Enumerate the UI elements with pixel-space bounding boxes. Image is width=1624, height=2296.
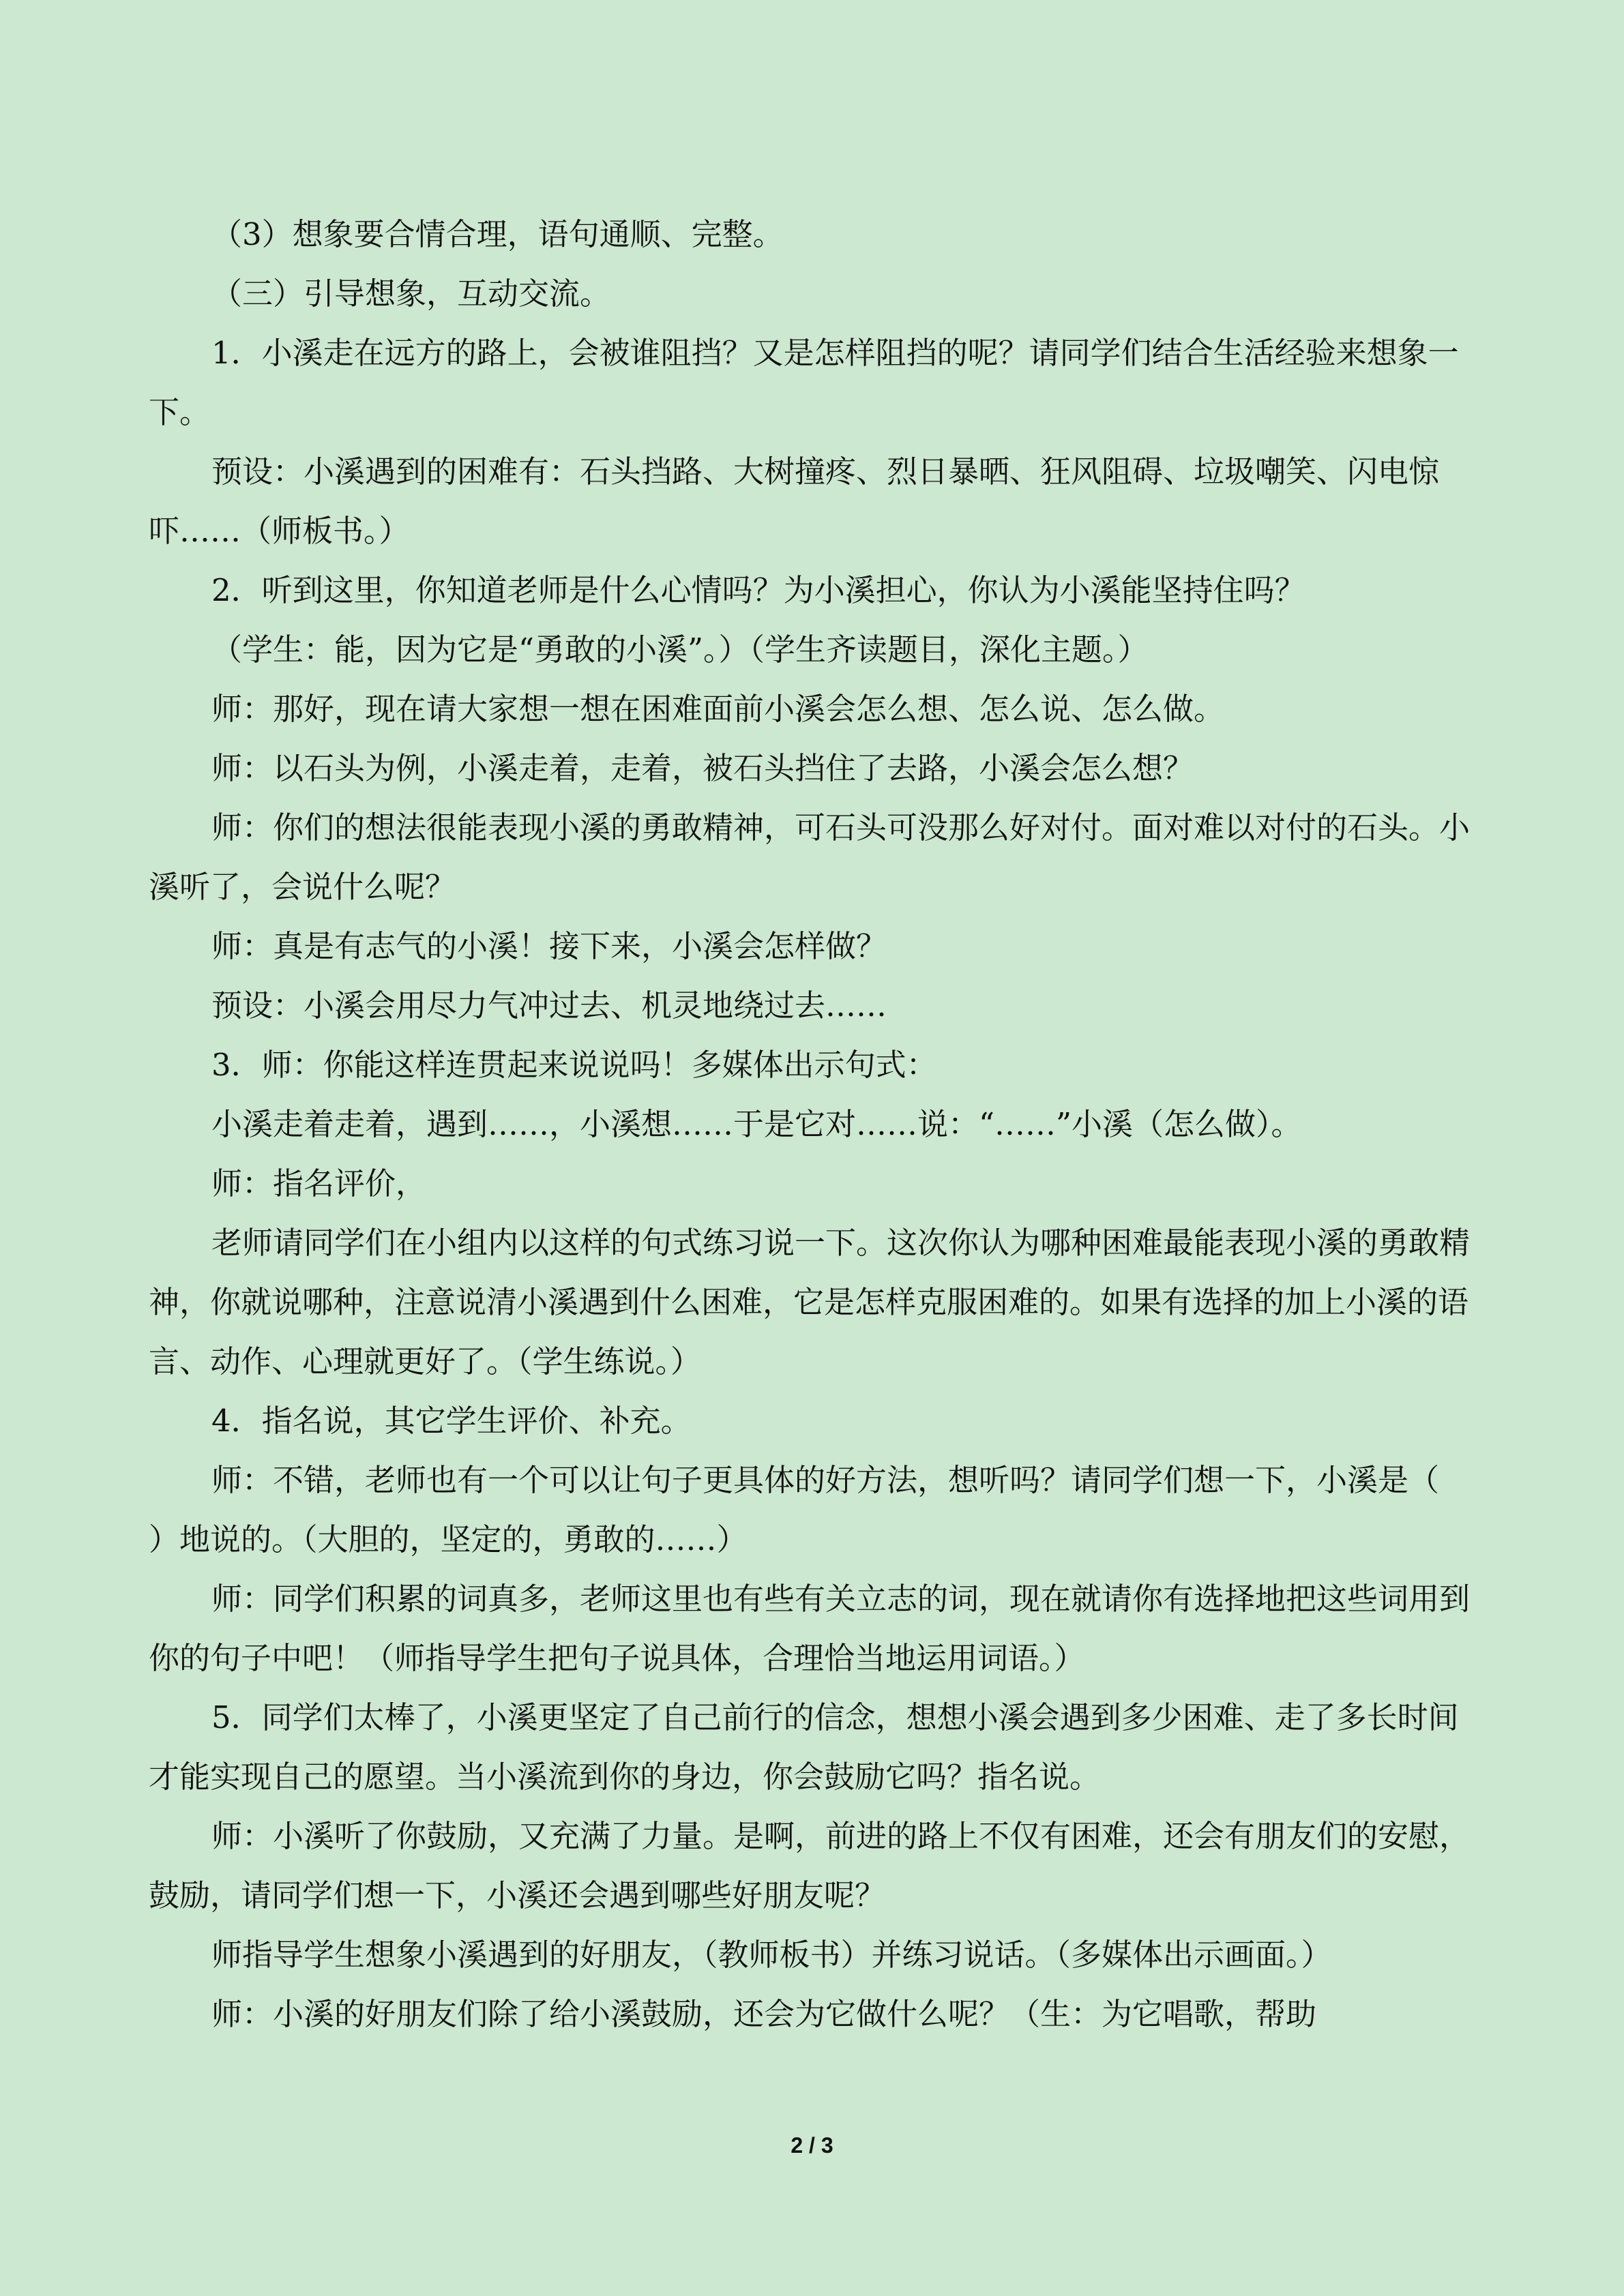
paragraph-preset-difficulties: 预设：小溪遇到的困难有：石头挡路、大树撞疼、烈日暴晒、狂风阻碍、垃圾嘲笑、闪电惊吓……（师板书。） — [149, 453, 1440, 549]
paragraph-teacher-stone: 师：以石头为例，小溪走着，走着，被石头挡住了去路，小溪会怎么想？ — [211, 750, 1194, 786]
page-number: 2 / 3 — [791, 2133, 833, 2158]
paragraph-step-4: 4．指名说，其它学生评价、补充。 — [211, 1403, 692, 1439]
paragraph-teacher-think: 师：那好，现在请大家想一想在困难面前小溪会怎么想、怎么说、怎么做。 — [211, 691, 1225, 727]
document-body — [149, 205, 1501, 2044]
paragraph-preset-actions: 预设：小溪会用尽力气冲过去、机灵地绕过去…… — [211, 987, 887, 1024]
paragraph-step-2: 2．听到这里，你知道老师是什么心情吗？为小溪担心，你认为小溪能坚持住吗？ — [211, 572, 1305, 608]
paragraph-teacher-help: 师：小溪的好朋友们除了给小溪鼓励，还会为它做什么呢？（生：为它唱歌，帮助 — [211, 1996, 1317, 2032]
paragraph-teacher-guide: 师指导学生想象小溪遇到的好朋友，（教师板书）并练习说话。（多媒体出示画面。） — [211, 1937, 1332, 1973]
paragraph-teacher-method: 师：不错，老师也有一个可以让句子更具体的好方法，想听吗？请同学们想一下，小溪是（ ）地说的。（大胆的，坚定的，勇敢的……） — [149, 1462, 1501, 1557]
paragraph-teacher-ambition: 师：真是有志气的小溪！接下来，小溪会怎样做？ — [211, 928, 887, 964]
paragraph-student-answer: （学生：能，因为它是“勇敢的小溪”。）（学生齐读题目，深化主题。） — [211, 631, 1149, 668]
paragraph-requirement-3: （3）想象要合情合理，语句通顺、完整。 — [211, 216, 784, 252]
paragraph-step-1: 1．小溪走在远方的路上，会被谁阻挡？又是怎样阻挡的呢？请同学们结合生活经验来想象一下。 — [149, 335, 1459, 430]
paragraph-group-practice: 老师请同学们在小组内以这样的句式练习说一下。这次你认为哪种困难最能表现小溪的勇敢精神，你就说哪种，注意说清小溪遇到什么困难，它是怎样克服困难的。如果有选择的加上小溪的语言、动作、心理就更好了。（学生练说。） — [149, 1225, 1471, 1380]
paragraph-sentence-pattern: 小溪走着走着，遇到……，小溪想……于是它对……说：“……”小溪（怎么做）。 — [211, 1106, 1302, 1142]
paragraph-teacher-friends: 师：小溪听了你鼓励，又充满了力量。是啊，前进的路上不仅有困难，还会有朋友们的安慰，鼓励，请同学们想一下，小溪还会遇到哪些好朋友呢？ — [149, 1818, 1471, 1913]
paragraph-step-3: 3．师：你能这样连贯起来说说吗！多媒体出示句式： — [211, 1047, 937, 1083]
paragraph-section-3-heading: （三）引导想象，互动交流。 — [211, 275, 611, 312]
paragraph-teacher-words: 师：同学们积累的词真多，老师这里也有些有关立志的词，现在就请你有选择地把这些词用到你的句子中吧！（师指导学生把句子说具体，合理恰当地运用词语。） — [149, 1581, 1471, 1676]
paragraph-teacher-evaluate: 师：指名评价， — [211, 1165, 427, 1202]
paragraph-step-5: 5．同学们太棒了，小溪更坚定了自己前行的信念，想想小溪会遇到多少困难、走了多长时间才能实现自己的愿望。当小溪流到你的身边，你会鼓励它吗？指名说。 — [149, 1699, 1459, 1795]
paragraph-teacher-brave: 师：你们的想法很能表现小溪的勇敢精神，可石头可没那么好对付。面对难以对付的石头。小溪听了，会说什么呢？ — [149, 809, 1471, 905]
